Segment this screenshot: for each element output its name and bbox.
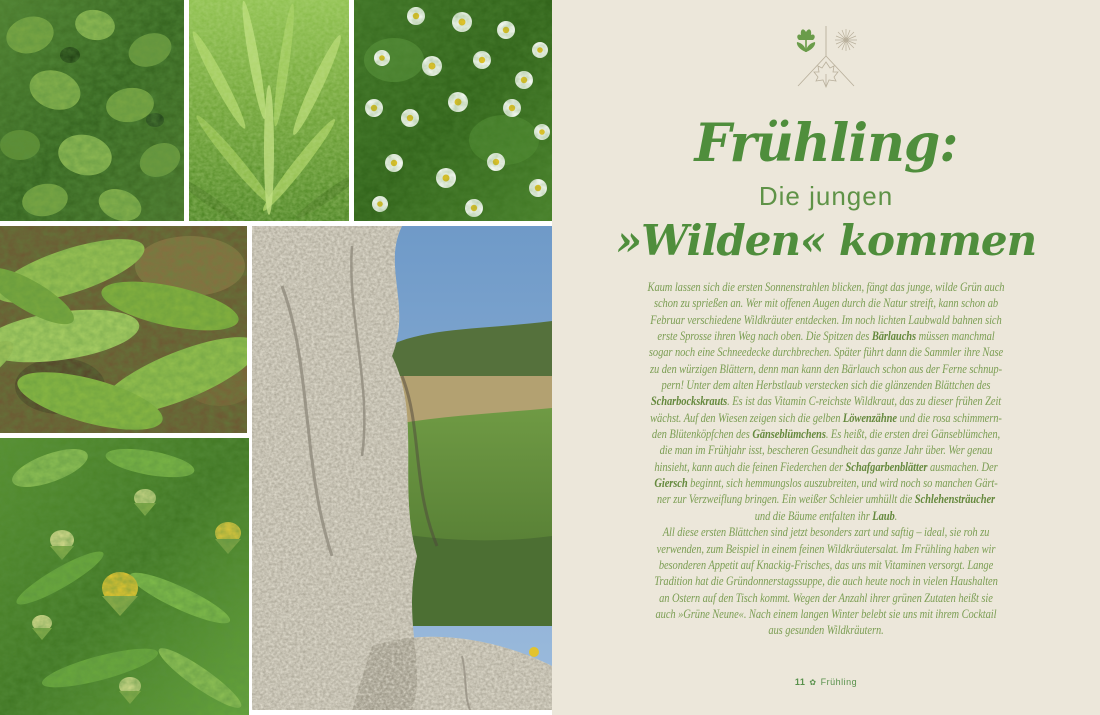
photo-daisies [354, 0, 552, 221]
photo-celandine-leaves [0, 0, 184, 221]
chapter-title: Frühling: [694, 113, 958, 174]
body-text-block [552, 279, 1100, 639]
page-footer [552, 677, 1100, 687]
tulip-icon [797, 29, 815, 52]
body-paragraph-1: Kaum lassen sich die ersten Sonnenstrahlen blicken, fängt das junge, wilde Grün auch schon zu sprießen an. Wer mit offenen Augen durch die Natur streift, kann schon ab Februar verschiedene Wildkräuter entdecken. Im noch lichten Laubwald bahnen sich erste Sprosse ihren Weg nach oben. Die Spitzen des Bärlauchs müssen manchmal sogar noch eine Schneedecke durchbrechen. Später führt dann die Sammler ihre Nase zu den würzigen Blättern, denn man kann den Bärlauch schon aus der Ferne schnup- pern! Unter dem alten Herbstlaub verstecken sich die glänzenden Blättchen des Scharbockskrauts. Es ist das Vitamin C-reichste Wildkraut, das zu dieser frühen Zeit wächst. Auf den Wiesen zeigen sich die gelben Löwenzähne und die rosa schimmern- den Blütenköpfchen des Gänseblümchens. Es heißt, die ersten drei Gänseblümchen, die man im Frühjahr isst, bescheren Gesundheit das ganze Jahr über. Wer genau hinsieht, kann auch die feinen Fiederchen der Schafgarbenblätter ausmachen. Der Giersch beginnt, sich hemmungslos auszubreiten, und wird noch so manchen Gärt- ner zur Verzweiflung bringen. Ein weißer Schleier umhüllt die Schlehensträucher und die Bäume entfalten ihr Laub. [647, 280, 1005, 523]
photo-yarrow-leaves [189, 0, 349, 221]
chapter-title-line2: »Wilden« kommen [615, 216, 1037, 265]
dandelion-icon [835, 29, 857, 51]
body-paragraph-2: All diese ersten Blättchen sind jetzt besonders zart und saftig – ideal, sie roh zu verwenden, zum Beispiel in einem feinen Wildkräutersalat. Im Frühling haben wir besonderen Appetit auf Knackig-Frisches, das uns mit Vitaminen versorgt. Lange Tradition hat die Gründonnerstagssuppe, die auch heute noch in vielen Haushalten an Ostern auf den Tisch kommt. Wegen der Anzahl ihrer grünen Zutaten heißt sie auch »Grüne Neune«. Nach einem langen Winter belebt sie uns mit ihrem Cocktail aus gesunden Wildkräutern. [654, 525, 998, 638]
season-divider-icon [780, 24, 872, 90]
flower-icon: ✿ [809, 678, 817, 687]
page-number: 11 [794, 677, 806, 687]
footer-chapter-label: Frühling [820, 677, 858, 687]
maple-leaf-icon [814, 62, 838, 87]
chapter-subtitle: Die jungen [758, 181, 894, 211]
right-page [552, 0, 1100, 715]
photo-blackthorn-blossom [252, 226, 552, 710]
photo-dandelion-buds [0, 438, 249, 715]
photo-wild-garlic [0, 226, 247, 433]
